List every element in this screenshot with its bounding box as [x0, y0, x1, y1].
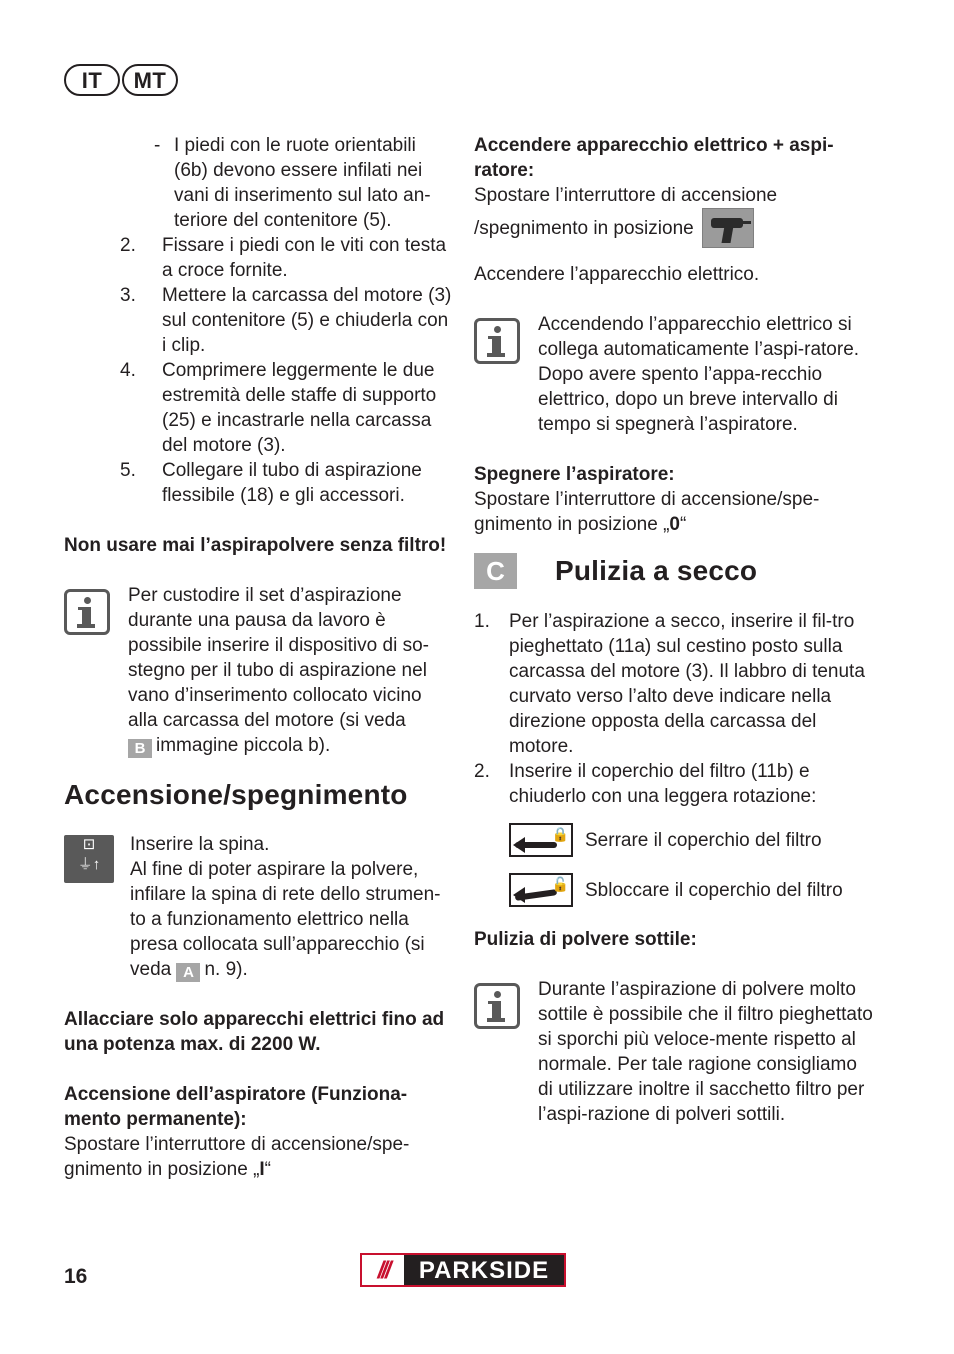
filter-warning: Non usare mai l’aspirapolvere senza filtro!: [64, 535, 447, 556]
logo-wordmark: PARKSIDE: [404, 1255, 564, 1285]
lang-badge-it: IT: [64, 64, 120, 96]
list-item: [64, 233, 454, 283]
tool-mode-text: [474, 183, 874, 248]
quote-close: “: [264, 1159, 271, 1180]
info-fine-text: Durante l’aspirazione di polvere molto sottile è possibile che il filtro pieghettato si sporchi più veloce-mente rispetto al normale. Per tale ragione consigliamo di utilizzare inoltre il sacchetto filtro per l’aspi-razione di polveri sottili.: [538, 979, 873, 1125]
info-block-tool: [474, 312, 874, 437]
switch-position-i: I: [259, 1159, 265, 1180]
plug-body: Al fine di poter aspirare la polvere, infilare la spina di rete dello strumen-to a funzionamento elettrico nella presa collocata sull’apparecchio (si veda: [130, 859, 441, 980]
info-icon: [474, 318, 520, 364]
list-item: [64, 358, 454, 458]
figure-tag-b: B: [128, 739, 152, 758]
info-storage-tail: immagine piccola b).: [156, 735, 331, 756]
plug-title: Inserire la spina.: [130, 834, 270, 855]
heading-dry-cleaning: Pulizia a secco: [555, 555, 758, 586]
logo-slashes: ///: [377, 1256, 389, 1284]
left-column: [64, 133, 454, 1182]
tool-mode-title: Accendere apparecchio elettrico + aspi-ratore:: [474, 135, 834, 181]
plug-tail: n. 9).: [204, 959, 248, 980]
section-heading-dry: [474, 553, 874, 589]
list-number: 5.: [120, 460, 136, 481]
dash-mark: -: [154, 135, 161, 156]
fine-dust-title: Pulizia di polvere sottile:: [474, 929, 697, 950]
list-text: Fissare i piedi con le viti con testa a croce fornite.: [162, 235, 447, 281]
info-icon: [64, 589, 110, 635]
list-number: 4.: [120, 360, 136, 381]
tool-mode-body: Spostare l’interruttore di accensione /spegnimento in posizione: [474, 185, 778, 239]
power-warning: Allacciare solo apparecchi elettrici fino ad una potenza max. di 2200 W.: [64, 1009, 445, 1055]
parkside-logo: [360, 1253, 566, 1287]
list-text: Collegare il tubo di aspirazione flessibile (18) e gli accessori.: [162, 460, 422, 506]
info-icon: [474, 983, 520, 1029]
plug-text: [130, 832, 454, 982]
info-block-fine: [474, 977, 874, 1127]
dash-list-item: [64, 133, 454, 233]
lang-badge-mt: MT: [122, 64, 178, 96]
page-number: 16: [64, 1265, 88, 1288]
info-block-storage: [64, 583, 454, 758]
list-number: 1.: [474, 611, 490, 632]
switch-position-0: 0: [669, 514, 680, 535]
permanent-mode-text: [64, 1132, 454, 1182]
filter-lock-row: [474, 823, 874, 857]
list-item: [474, 759, 874, 809]
figure-tag-a: A: [176, 963, 200, 982]
filter-unlock-text: Sbloccare il coperchio del filtro: [585, 879, 843, 901]
right-column: [474, 133, 874, 1127]
info-storage-text: [128, 583, 454, 758]
filter-lock-text: Serrare il coperchio del filtro: [585, 829, 822, 851]
off-body: Spostare l’interruttore di accensione/spe-gnimento in posizione „: [474, 489, 820, 535]
list-item: [64, 283, 454, 358]
info-tool-text: Accendendo l’apparecchio elettrico si collega automaticamente l’aspi-ratore. Dopo avere spento l’appa-recchio elettrico, dopo un breve intervallo di tempo si spegnerà l’aspiratore.: [538, 314, 860, 435]
filter-lock-icon: 🔒: [509, 823, 573, 857]
heading-on-off: Accensione/spegnimento: [64, 779, 408, 810]
tool-mode-text-2: Accendere l’apparecchio elettrico.: [474, 264, 760, 285]
filter-unlock-row: [474, 873, 874, 907]
plug-socket-icon: ⊡ ⏚↑: [64, 835, 114, 883]
list-text: Per l’aspirazione a secco, inserire il fil-tro pieghettato (11a) sul cestino posto sulla carcassa del motore (3). Il labbro di tenuta curvato verso l’alto deve indicare nella direzione opposta della carcassa del motore.: [509, 611, 865, 757]
list-number: 2.: [120, 235, 136, 256]
dash-item-text: I piedi con le ruote orientabili (6b) devono essere infilati nei vani di inserimento sul lato an-teriore del contenitore (5).: [174, 135, 431, 231]
filter-unlock-icon: 🔓: [509, 873, 573, 907]
language-badges: [64, 64, 178, 96]
list-item: [64, 458, 454, 508]
info-storage-body: Per custodire il set d’aspirazione durante una pausa da lavoro è possibile inserire il dispositivo di so-stegno per il tubo di aspirazione nel vano d’inserimento collocato vicino alla carcassa del motore (si veda: [128, 585, 429, 731]
off-text: [474, 487, 874, 537]
list-number: 3.: [120, 285, 136, 306]
list-item: [474, 609, 874, 759]
list-text: Mettere la carcassa del motore (3) sul contenitore (5) e chiuderla con i clip.: [162, 285, 452, 356]
permanent-mode-body: Spostare l’interruttore di accensione/spe-gnimento in posizione „: [64, 1134, 410, 1180]
plug-block: [64, 832, 454, 982]
list-number: 2.: [474, 761, 490, 782]
quote-close: “: [679, 514, 687, 535]
list-text: Comprimere leggermente le due estremità delle staffe di supporto (25) e incastrarle nella carcassa del motore (3).: [162, 360, 437, 456]
list-text: Inserire il coperchio del filtro (11b) e chiuderlo con una leggera rotazione:: [509, 761, 817, 807]
section-letter-c: C: [474, 553, 517, 589]
permanent-mode-title: Accensione dell’aspiratore (Funziona-mento permanente):: [64, 1084, 408, 1130]
power-tool-icon: [702, 208, 754, 248]
off-title: Spegnere l’aspiratore:: [474, 464, 675, 485]
